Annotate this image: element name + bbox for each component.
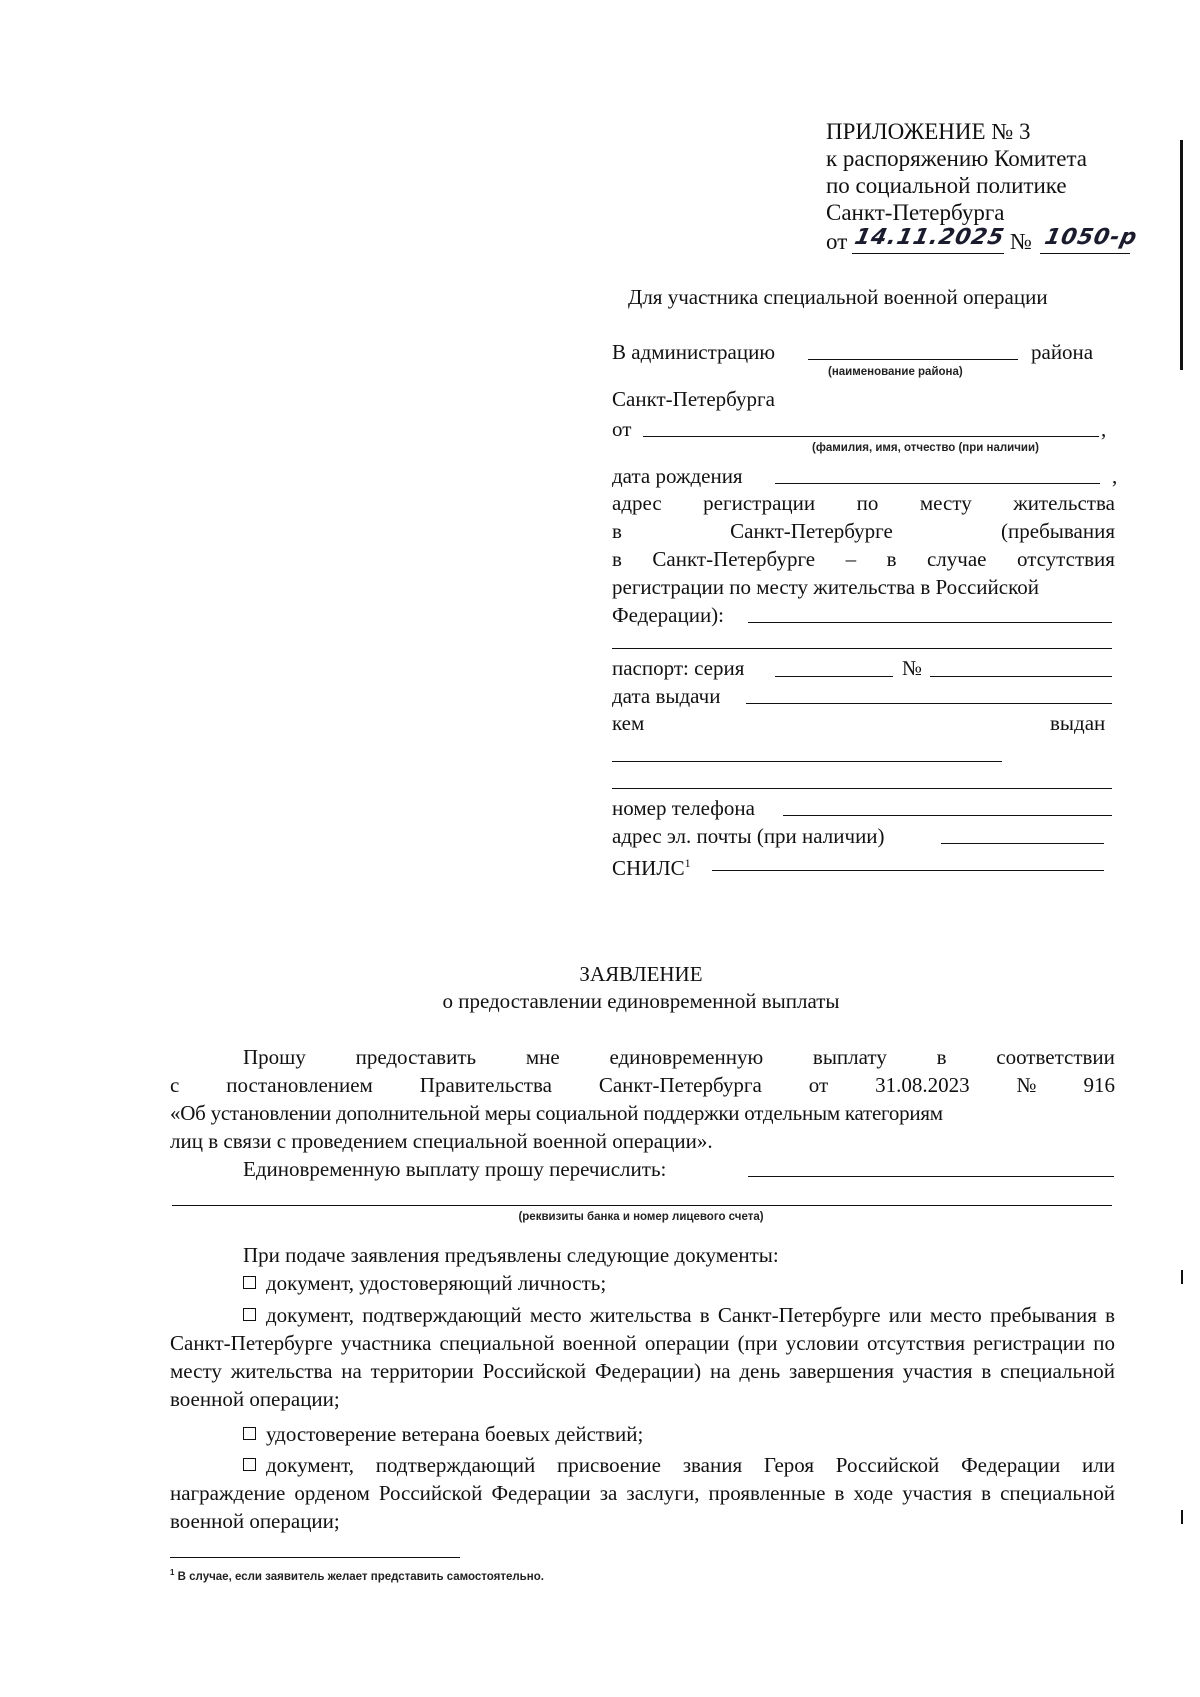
doc-1-checkbox[interactable] [243,1276,256,1289]
email-field[interactable] [941,843,1104,844]
doc-item-4: документ, подтверждающий присвоение звания Героя Российской Федерации или награждение орденом Российской Федерации за заслуги, проявленные в ходе участия в специальной военной операции; [170,1453,1115,1533]
appendix-number-value: 1050-р [1042,225,1140,250]
from-label: от [612,417,632,441]
district-hint: (наименование района) [828,366,963,378]
address-field-2[interactable] [612,648,1112,649]
issue-date-field[interactable] [746,703,1112,704]
docs-intro: При подаче заявления предъявлены следующие документы: [243,1243,779,1267]
footnote-separator [170,1557,460,1558]
passport-number-label: № [902,656,923,680]
para1-line1: Прошу предоставить мне единовременную выплату в соответствии [243,1045,1115,1069]
bank-field-2[interactable] [172,1205,1112,1206]
passport-series-field[interactable] [775,676,893,677]
district-label: района [1031,340,1094,364]
to-admin-label: В администрацию [612,340,776,364]
issued-by-field-2[interactable] [612,788,1112,789]
address-line-1: адрес регистрации по месту жительства [612,491,1115,515]
appendix-line-1: к распоряжению Комитета [826,146,1087,171]
email-label: адрес эл. почты (при наличии) [612,824,885,848]
doc-3-checkbox[interactable] [243,1427,256,1440]
district-field[interactable] [808,359,1018,360]
fio-field[interactable] [643,436,1099,437]
target-audience: Для участника специальной военной операции [628,285,1048,309]
doc-item-1: документ, удостоверяющий личность; [243,1269,606,1297]
appendix-number-prefix: № [1010,229,1032,254]
appendix-line-3: Санкт-Петербурга [826,200,1005,225]
issued-by-field[interactable] [612,761,1002,762]
address-line-5: Федерации): [612,603,725,627]
statement-subtitle: о предоставлении единовременной выплаты [442,989,840,1013]
appendix-date-value: 14.11.2025 [852,225,1007,250]
para1-line3: «Об установлении дополнительной меры социальной поддержки отдельным категориям [170,1101,943,1125]
birthdate-label: дата рождения [612,464,743,488]
appendix-title: ПРИЛОЖЕНИЕ № 3 [826,119,1031,144]
doc-item-2: документ, подтверждающий место жительства в Санкт-Петербурге или место пребывания в Санкт-Петербурге участника специальной военной операции (при условии отсутствия регистрации по месту жительства на территории Российской Федерации) на день завершения участия в специальной военной операции; [170,1303,1115,1411]
doc-item-3: удостоверение ветерана боевых действий; [243,1420,643,1448]
scan-mark [1181,1270,1183,1284]
address-line-2: в Санкт-Петербурге (пребывания [612,519,1115,543]
doc-4-checkbox[interactable] [243,1458,256,1471]
address-line-4: регистрации по месту жительства в Российской [612,575,1039,599]
phone-label: номер телефона [612,796,755,820]
bank-hint: (реквизиты банка и номер лицевого счета) [518,1211,764,1223]
statement-title: ЗАЯВЛЕНИЕ [579,962,703,986]
appendix-line-2: по социальной политике [826,173,1067,198]
scan-mark [1180,140,1183,370]
transfer-label: Единовременную выплату прошу перечислить: [243,1157,667,1181]
issued-by-label-2: выдан [1050,711,1106,735]
issued-by-label: кем [612,711,645,735]
city-label: Санкт-Петербурга [612,387,775,411]
passport-number-field[interactable] [930,676,1112,677]
snils-label: СНИЛС$^1$ [612,856,691,880]
scan-mark [1181,1510,1183,1524]
para1-line2: с постановлением Правительства Санкт-Петербурга от 31.08.2023 № 916 [170,1073,1115,1097]
footnote: $^1$ В случае, если заявитель желает представить самостоятельно. [170,1568,544,1583]
issue-date-label: дата выдачи [612,684,721,708]
birthdate-comma: , [1112,464,1118,488]
phone-field[interactable] [783,815,1112,816]
para1-line4: лиц в связи с проведением специальной военной операции». [170,1129,713,1153]
bank-field[interactable] [748,1176,1114,1177]
appendix-date-prefix: от [826,229,848,254]
address-field[interactable] [748,622,1112,623]
birthdate-field[interactable] [775,483,1100,484]
snils-field[interactable] [712,870,1104,871]
fio-hint: (фамилия, имя, отчество (при наличии) [812,442,1039,454]
passport-label: паспорт: серия [612,656,745,680]
doc-2-checkbox[interactable] [243,1308,256,1321]
address-line-3: в Санкт-Петербурге – в случае отсутствия [612,547,1115,571]
fio-comma: , [1101,417,1107,441]
